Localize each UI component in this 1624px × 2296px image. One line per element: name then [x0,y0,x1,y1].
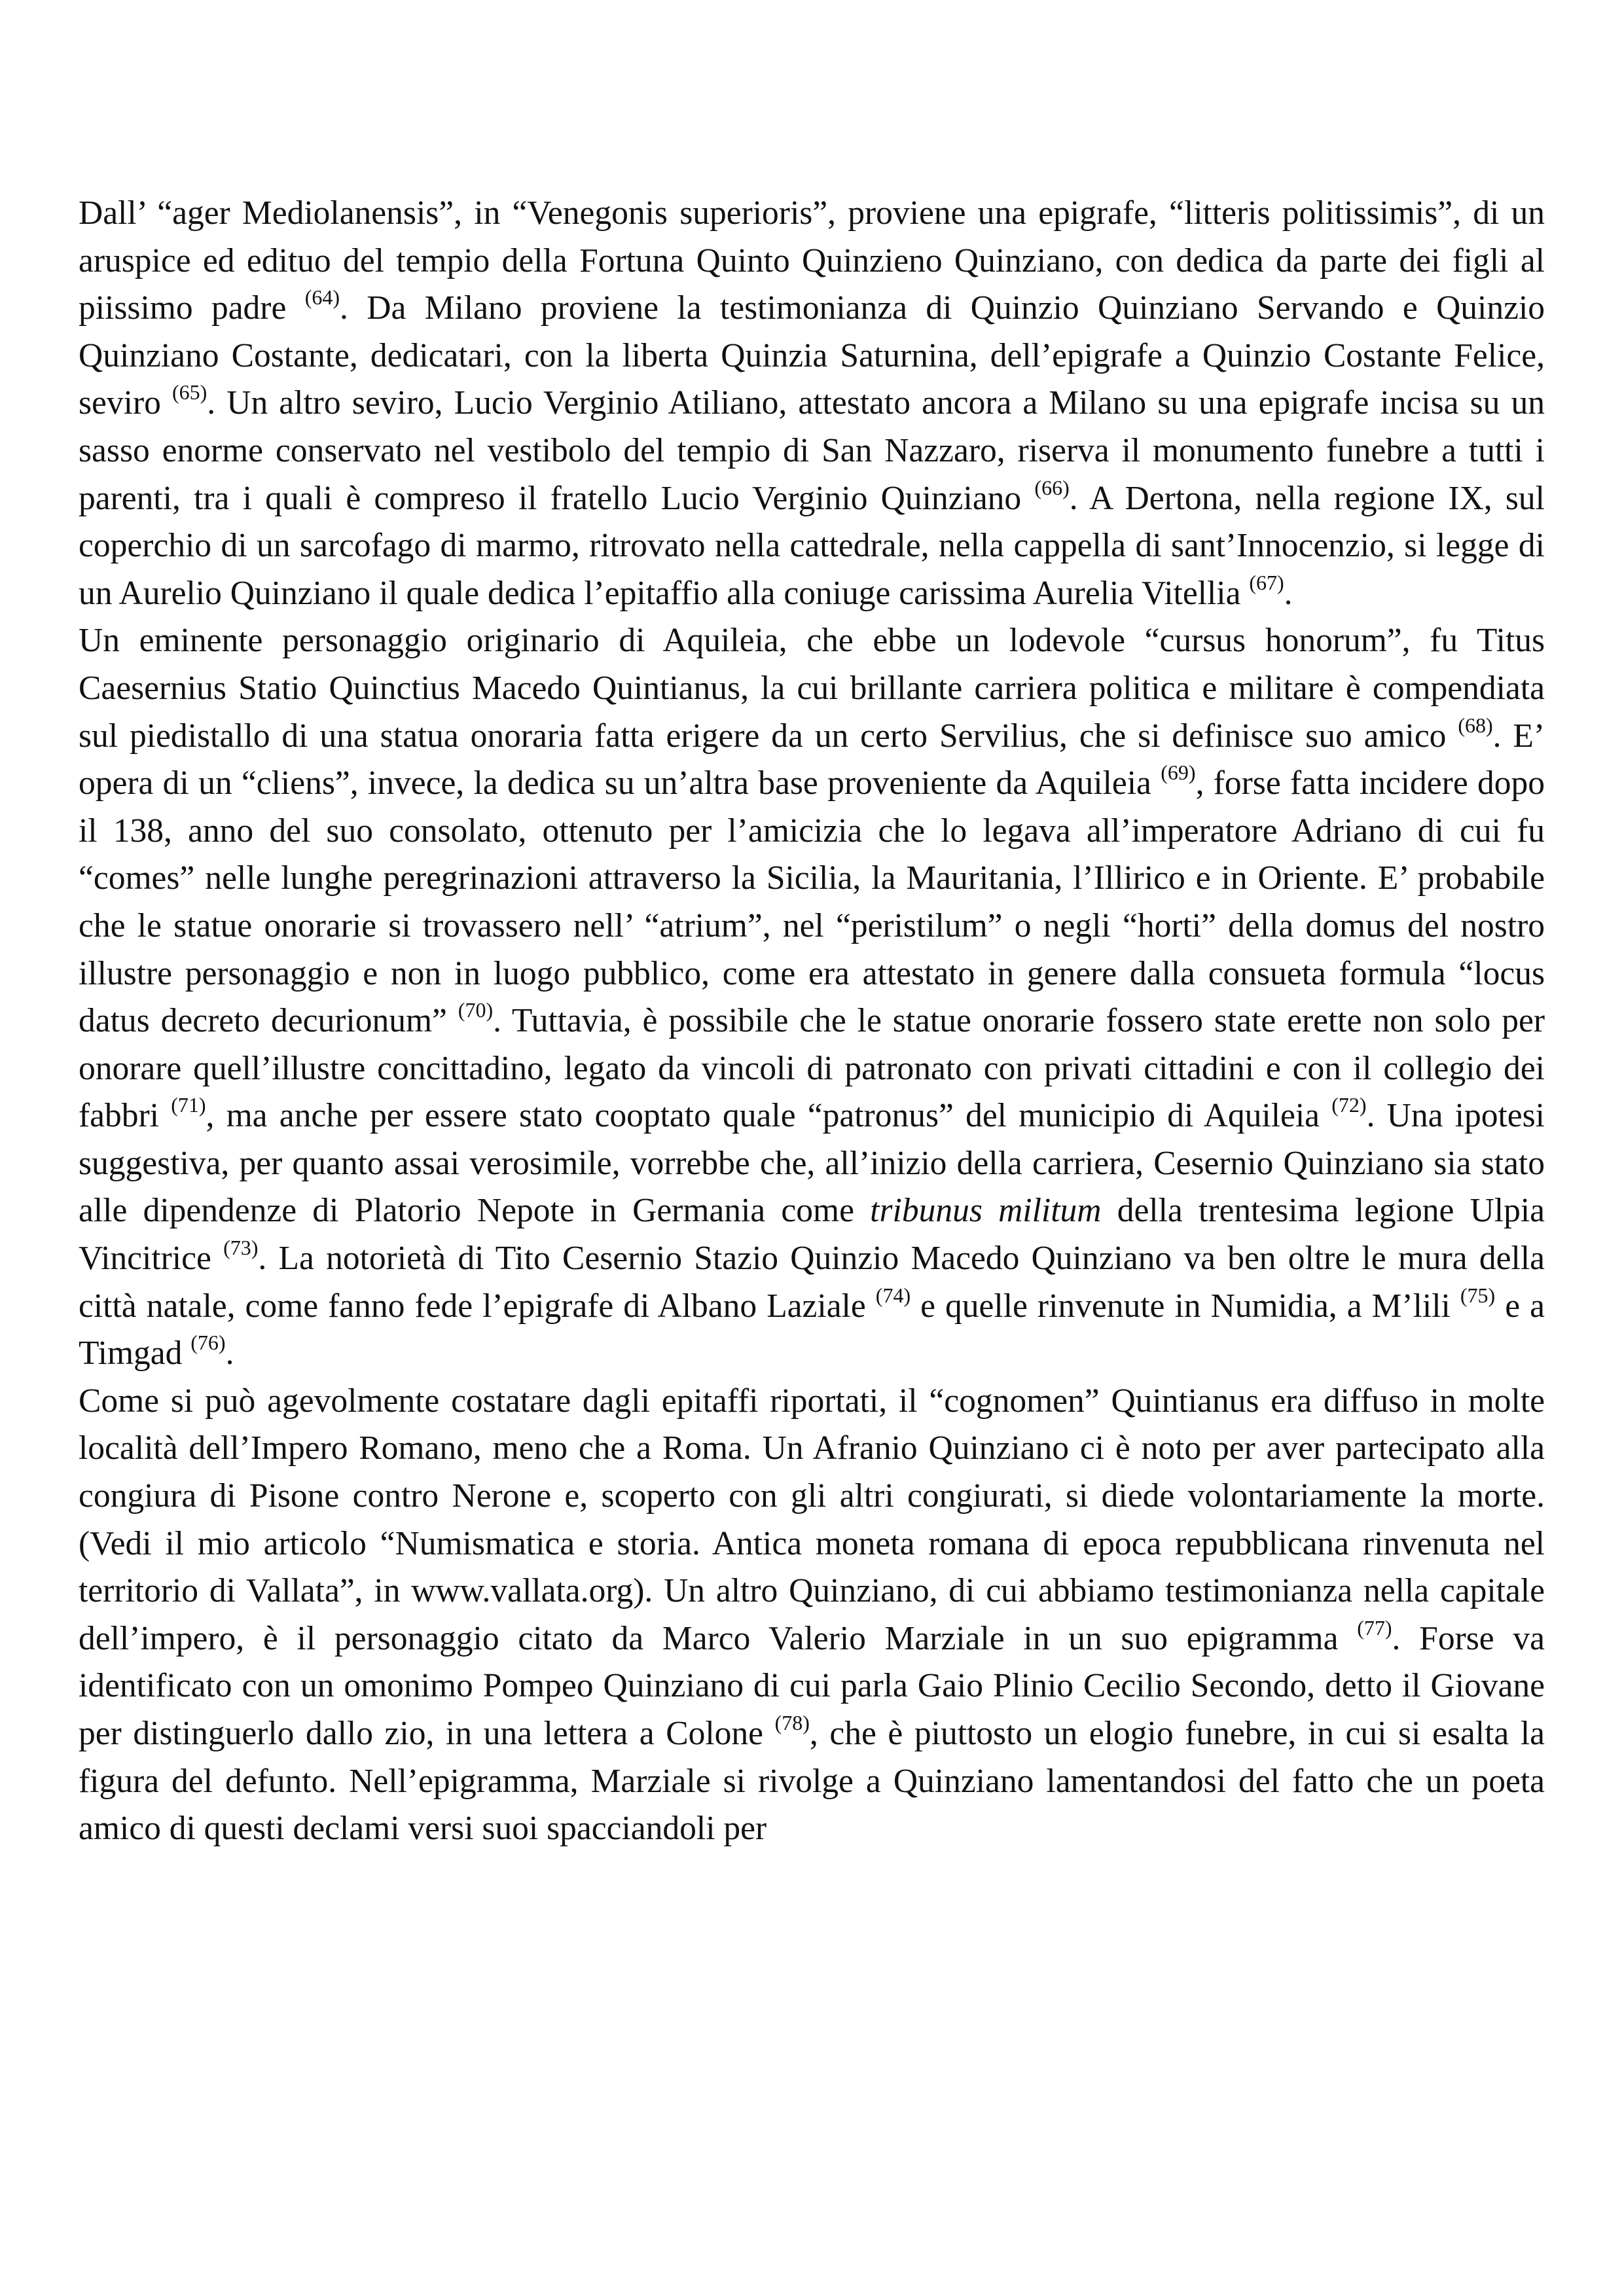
text-run: . [225,1335,234,1372]
text-run: , ma anche per essere stato cooptato quale “patronus” del municipio di Aquileia [206,1097,1332,1135]
text-run: , che è piuttosto un elogio funebre, in cui si esalta la figura del defunto. Nell’epigramma, Marziale si rivolge a Quinziano lamentandosi del fatto che un poeta amico di questi declami versi suoi spacciandoli per [79,1715,1545,1848]
paragraph-3 [79,1378,1545,1853]
footnote-ref: (73) [223,1236,259,1260]
text-run: . A Dertona, nella regione IX, sul coperchio di un sarcofago di marmo, ritrovato nella cattedrale, nella cappella di sant’Innocenzio, si legge di un Aurelio Quinziano il quale dedica l’epitaffio alla coniuge carissima Aurelia Vitellia [79,479,1545,612]
text-run: e a Timgad [79,1287,1545,1372]
footnote-ref: (74) [875,1283,911,1307]
text-run: Un eminente personaggio originario di Aquileia, che ebbe un lodevole “cursus honorum”, fu Titus Caesernius Statio Quinctius Macedo Quintianus, la cui brillante carriera politica e militare è compendiata sul piedistallo di una statua onoraria fatta erigere da un certo Servilius, che si definisce suo amico [79,622,1545,755]
text-run: . E’ opera di un “cliens”, invece, la dedica su un’altra base proveniente da Aquileia [79,717,1545,802]
text-run: Come si può agevolmente costatare dagli epitaffi riportati, il “cognomen” Quintianus era diffuso in molte località dell’Impero Romano, meno che a Roma. Un Afranio Quinziano ci è noto per aver partecipato alla congiura di Pisone contro Nerone e, scoperto con gli altri congiurati, si diede volontariamente la morte. (Vedi il mio articolo “Numismatica e storia. Antica moneta romana di epoca repubblicana rinvenuta nel territorio di Vallata”, in www.vallata.org). Un altro Quinziano, di cui abbiamo testimonianza nella capitale dell’impero, è il personaggio citato da Marco Valerio Marziale in un suo epigramma [79,1382,1545,1657]
footnote-ref: (70) [458,998,494,1022]
text-run: . Un altro seviro, Lucio Verginio Atiliano, attestato ancora a Milano su una epigrafe incisa su un sasso enorme conservato nel vestibolo del tempio di San Nazzaro, riserva il monumento funebre a tutti i parenti, tra i quali è compreso il fratello Lucio Verginio Quinziano [79,384,1545,517]
footnote-ref: (64) [304,285,340,310]
footnote-ref: (72) [1331,1093,1367,1117]
text-run: . [1284,574,1293,612]
footnote-ref: (69) [1161,761,1196,785]
footnote-ref: (78) [774,1711,810,1734]
text-run: . Tuttavia, è possibile che le statue onorarie fossero state erette non solo per onorare quell’illustre concittadino, legato da vincoli di patronato con privati cittadini e con il collegio dei fabbri [79,1002,1545,1135]
italic-term: tribunus militum [870,1192,1102,1230]
paragraph-2 [79,617,1545,1378]
footnote-ref: (75) [1460,1283,1496,1307]
text-run: . Da Milano proviene la testimonianza di Quinzio Quinziano Servando e Quinzio Quinziano Costante, dedicatari, con la liberta Quinzia Saturnina, dell’epigrafe a Quinzio Costante Felice, seviro [79,289,1545,422]
paragraph-1 [79,190,1545,617]
footnote-ref: (67) [1249,570,1284,594]
text-run: , forse fatta incidere dopo il 138, anno del suo consolato, ottenuto per l’amicizia che lo legava all’imperatore Adriano di cui fu “comes” nelle lunghe peregrinazioni attraverso la Sicilia, la Mauritania, l’Illirico e in Oriente. E’ probabile che le statue onorarie si trovassero nell’ “atrium”, nel “peristilum” o negli “horti” della domus del nostro illustre personaggio e non in luogo pubblico, come era attestato in genere dalla consueta formula “locus datus decreto decurionum” [79,764,1545,1040]
footnote-ref: (76) [190,1331,226,1355]
footnote-ref: (71) [171,1093,206,1117]
text-run: . La notorietà di Tito Cesernio Stazio Quinzio Macedo Quinziano va ben oltre le mura della città natale, come fanno fede l’epigrafe di Albano Laziale [79,1240,1545,1325]
footnote-ref: (66) [1034,475,1070,499]
footnote-ref: (68) [1458,713,1493,737]
footnote-ref: (77) [1357,1615,1392,1640]
text-run: . Forse va identificato con un omonimo Pompeo Quinziano di cui parla Gaio Plinio Cecilio Secondo, detto il Giovane per distinguerlo dallo zio, in una lettera a Colone [79,1619,1545,1752]
document-page [79,190,1545,1853]
text-run: Dall’ “ager Mediolanensis”, in “Venegonis superioris”, proviene una epigrafe, “litteris politissimis”, di un aruspice ed edituo del tempio della Fortuna Quinto Quinzieno Quinziano, con dedica da parte dei figli al piissimo padre [79,194,1545,327]
text-run: e quelle rinvenute in Numidia, a M’lili [911,1287,1460,1325]
footnote-ref: (65) [171,380,208,404]
text-run: . Una ipotesi suggestiva, per quanto assai verosimile, vorrebbe che, all’inizio della carriera, Cesernio Quinziano sia stato alle dipendenze di Platorio Nepote in Germania come [79,1097,1545,1230]
text-run: della trentesima legione Ulpia Vincitrice [79,1192,1545,1278]
